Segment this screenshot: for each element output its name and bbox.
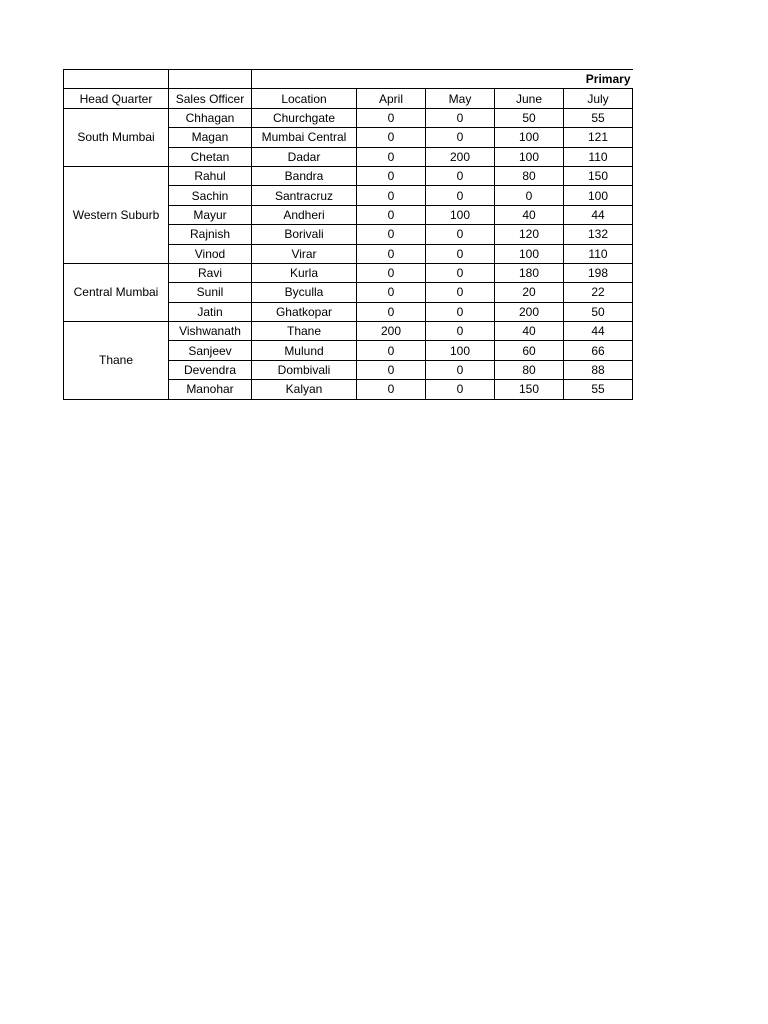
july-cell[interactable]: 50	[564, 302, 633, 321]
june-cell[interactable]: 0	[495, 186, 564, 205]
location-cell[interactable]: Santracruz	[252, 186, 357, 205]
april-cell[interactable]: 0	[357, 225, 426, 244]
june-cell[interactable]: 40	[495, 205, 564, 224]
location-cell[interactable]: Virar	[252, 244, 357, 263]
april-cell[interactable]: 0	[357, 166, 426, 185]
header-july[interactable]: July	[564, 89, 633, 108]
sales-officer-cell[interactable]: Magan	[169, 128, 252, 147]
location-cell[interactable]: Byculla	[252, 283, 357, 302]
april-cell[interactable]: 0	[357, 108, 426, 127]
sales-sheet	[63, 69, 633, 400]
sales-officer-cell[interactable]: Chhagan	[169, 108, 252, 127]
june-cell[interactable]: 80	[495, 166, 564, 185]
may-cell[interactable]: 200	[426, 147, 495, 166]
table-body	[64, 70, 633, 400]
header-may[interactable]: May	[426, 89, 495, 108]
april-cell[interactable]: 0	[357, 244, 426, 263]
sales-officer-cell[interactable]: Rahul	[169, 166, 252, 185]
april-cell[interactable]: 0	[357, 380, 426, 399]
june-cell[interactable]: 150	[495, 380, 564, 399]
june-cell[interactable]: 200	[495, 302, 564, 321]
june-cell[interactable]: 50	[495, 108, 564, 127]
head-quarter-cell[interactable]: Central Mumbai	[64, 263, 169, 321]
june-cell[interactable]: 120	[495, 225, 564, 244]
april-cell[interactable]: 0	[357, 128, 426, 147]
may-cell[interactable]: 100	[426, 341, 495, 360]
april-cell[interactable]: 0	[357, 205, 426, 224]
sales-officer-cell[interactable]: Vinod	[169, 244, 252, 263]
cell-blank[interactable]	[169, 70, 252, 89]
may-cell[interactable]: 0	[426, 166, 495, 185]
sales-officer-cell[interactable]: Sanjeev	[169, 341, 252, 360]
location-cell[interactable]: Kalyan	[252, 380, 357, 399]
may-cell[interactable]: 0	[426, 380, 495, 399]
header-head-quarter[interactable]: Head Quarter	[64, 89, 169, 108]
sales-table	[63, 69, 633, 400]
table-row	[64, 166, 633, 185]
may-cell[interactable]: 0	[426, 108, 495, 127]
sales-officer-cell[interactable]: Mayur	[169, 205, 252, 224]
location-cell[interactable]: Dombivali	[252, 360, 357, 379]
sales-officer-cell[interactable]: Chetan	[169, 147, 252, 166]
june-cell[interactable]: 60	[495, 341, 564, 360]
july-cell[interactable]: 110	[564, 244, 633, 263]
june-cell[interactable]: 80	[495, 360, 564, 379]
june-cell[interactable]: 100	[495, 128, 564, 147]
sales-officer-cell[interactable]: Ravi	[169, 263, 252, 282]
table-row	[64, 108, 633, 127]
april-cell[interactable]: 0	[357, 302, 426, 321]
april-cell[interactable]: 0	[357, 360, 426, 379]
location-cell[interactable]: Borivali	[252, 225, 357, 244]
sales-officer-cell[interactable]: Manohar	[169, 380, 252, 399]
location-cell[interactable]: Dadar	[252, 147, 357, 166]
head-quarter-cell[interactable]: South Mumbai	[64, 108, 169, 166]
sales-officer-cell[interactable]: Jatin	[169, 302, 252, 321]
june-cell[interactable]: 100	[495, 244, 564, 263]
may-cell[interactable]: 0	[426, 244, 495, 263]
cell-blank[interactable]	[64, 70, 169, 89]
location-cell[interactable]: Thane	[252, 322, 357, 341]
april-cell[interactable]: 0	[357, 186, 426, 205]
location-cell[interactable]: Bandra	[252, 166, 357, 185]
may-cell[interactable]: 100	[426, 205, 495, 224]
location-cell[interactable]: Andheri	[252, 205, 357, 224]
may-cell[interactable]: 0	[426, 186, 495, 205]
july-cell[interactable]: 66	[564, 341, 633, 360]
header-location[interactable]: Location	[252, 89, 357, 108]
head-quarter-cell[interactable]: Western Suburb	[64, 166, 169, 263]
july-cell[interactable]: 55	[564, 108, 633, 127]
sales-officer-cell[interactable]: Rajnish	[169, 225, 252, 244]
july-cell[interactable]: 100	[564, 186, 633, 205]
july-cell[interactable]: 198	[564, 263, 633, 282]
sales-officer-cell[interactable]: Vishwanath	[169, 322, 252, 341]
april-cell[interactable]: 0	[357, 283, 426, 302]
may-cell[interactable]: 0	[426, 322, 495, 341]
july-cell[interactable]: 88	[564, 360, 633, 379]
header-row	[64, 89, 633, 108]
april-cell[interactable]: 200	[357, 322, 426, 341]
may-cell[interactable]: 0	[426, 263, 495, 282]
july-cell[interactable]: 132	[564, 225, 633, 244]
header-april[interactable]: April	[357, 89, 426, 108]
july-cell[interactable]: 150	[564, 166, 633, 185]
july-cell[interactable]: 110	[564, 147, 633, 166]
title-row	[64, 70, 633, 89]
may-cell[interactable]: 0	[426, 128, 495, 147]
april-cell[interactable]: 0	[357, 263, 426, 282]
location-cell[interactable]: Ghatkopar	[252, 302, 357, 321]
location-cell[interactable]: Churchgate	[252, 108, 357, 127]
may-cell[interactable]: 0	[426, 225, 495, 244]
april-cell[interactable]: 0	[357, 341, 426, 360]
july-cell[interactable]: 121	[564, 128, 633, 147]
header-june[interactable]: June	[495, 89, 564, 108]
location-cell[interactable]: Mulund	[252, 341, 357, 360]
july-cell[interactable]: 44	[564, 322, 633, 341]
july-cell[interactable]: 55	[564, 380, 633, 399]
june-cell[interactable]: 20	[495, 283, 564, 302]
table-row	[64, 322, 633, 341]
sales-officer-cell[interactable]: Devendra	[169, 360, 252, 379]
primary-title[interactable]: Primary	[252, 70, 633, 89]
may-cell[interactable]: 0	[426, 302, 495, 321]
head-quarter-cell[interactable]: Thane	[64, 322, 169, 400]
table-row	[64, 263, 633, 282]
sales-officer-cell[interactable]: Sachin	[169, 186, 252, 205]
april-cell[interactable]: 0	[357, 147, 426, 166]
may-cell[interactable]: 0	[426, 283, 495, 302]
july-cell[interactable]: 44	[564, 205, 633, 224]
sales-officer-cell[interactable]: Sunil	[169, 283, 252, 302]
june-cell[interactable]: 180	[495, 263, 564, 282]
july-cell[interactable]: 22	[564, 283, 633, 302]
june-cell[interactable]: 40	[495, 322, 564, 341]
location-cell[interactable]: Kurla	[252, 263, 357, 282]
june-cell[interactable]: 100	[495, 147, 564, 166]
header-sales-officer[interactable]: Sales Officer	[169, 89, 252, 108]
location-cell[interactable]: Mumbai Central	[252, 128, 357, 147]
may-cell[interactable]: 0	[426, 360, 495, 379]
